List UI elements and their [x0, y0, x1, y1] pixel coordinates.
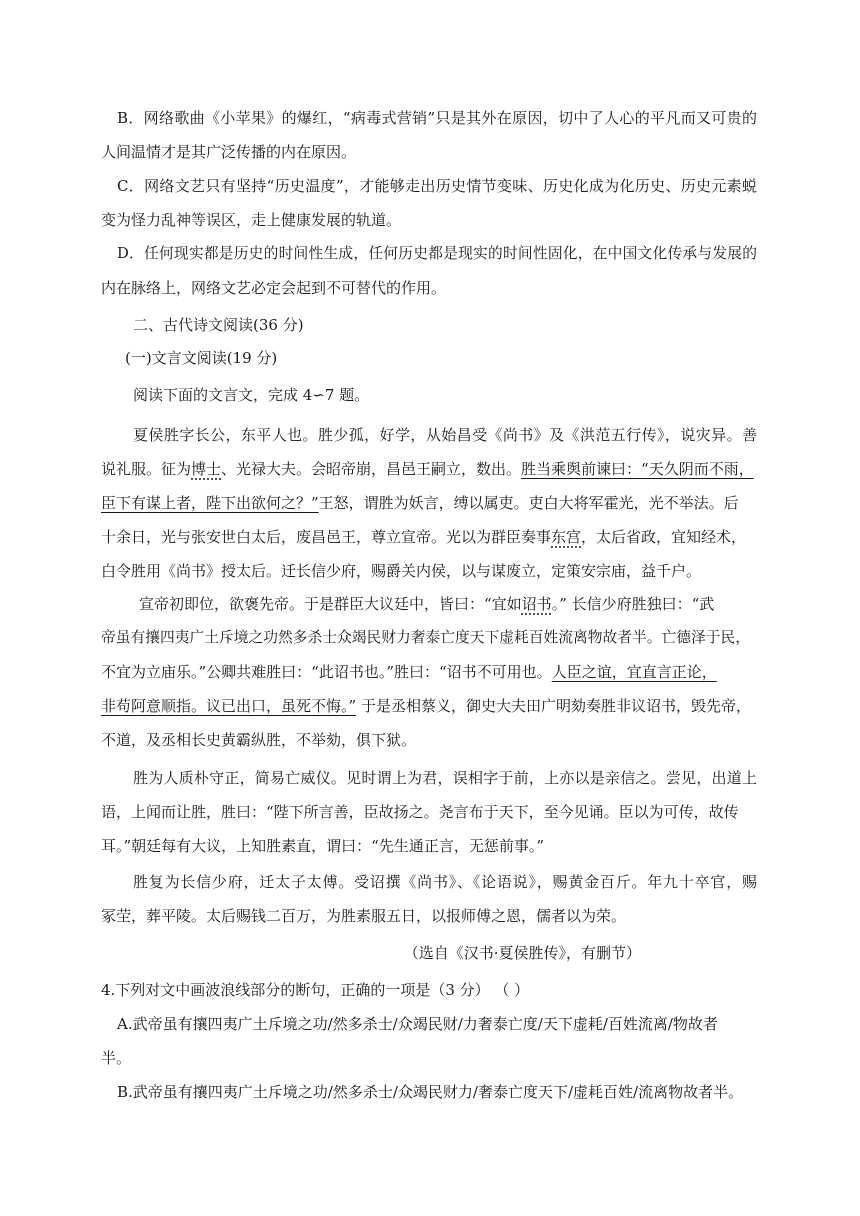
passage-line: 胜复为长信少府，迁太子太傅。受诏撰《尚书》、《论语说》，赐黄金百斤。年九十卒官，赐: [133, 873, 757, 891]
passage-line: 臣下有谋上者，陛下出欲何之？”王怒，谓胜为妖言，缚以属吏。吏白大将军霍光，光不举法。后: [101, 494, 739, 512]
wavy-underlined-passage: 帝虽有攘四夷广土斥境之功然多杀士众竭民财力奢泰亡度天下虚耗百姓流离物故者半。亡德泽于民，: [101, 629, 750, 646]
source-citation: （选自《汉书·夏侯胜传》，有删节）: [403, 944, 641, 962]
option-b-line-2: 人间温情才是其广泛传播的内在原因。: [101, 143, 357, 161]
question-4-option-a-line-2: 半。: [101, 1049, 132, 1067]
question-4: 4.下列对文中画波浪线部分的断句，正确的一项是（3 分） （ ）: [101, 981, 530, 999]
passage-line: 冢茔，葬平陵。太后赐钱二百万，为胜素服五日，以报师傅之恩，儒者以为荣。: [101, 907, 627, 925]
underlined-sentence: 非苟阿意顺指。议已出口，虽死不悔。”: [101, 697, 357, 715]
dotted-word: 诏书: [521, 595, 552, 613]
passage-line: 夏侯胜字长公，东平人也。胜少孤，好学，从始昌受《尚书》及《洪范五行传》，说灾异。善: [133, 426, 757, 444]
passage-line: 不道，及丞相长史黄霸纵胜，不举劾，俱下狱。: [101, 731, 417, 749]
passage-line: 说礼服。征为博士、光禄大夫。会昭帝崩，昌邑王嗣立，数出。胜当乘舆前谏曰：“天久阴而不雨，: [101, 460, 754, 478]
option-b-line-1: B．网络歌曲《小苹果》的爆红，“病毒式营销”只是其外在原因，切中了人心的平凡而又可贵的: [117, 109, 757, 127]
passage-line: 宣帝初即位，欲褒先帝。于是群臣大议廷中，皆曰：“宜如诏书。” 长信少府胜独曰：“武: [139, 595, 715, 613]
passage-line: 白令胜用《尚书》授太后。迁长信少府，赐爵关内侯，以与谋废立，定策安宗庙，益千户。: [101, 562, 702, 580]
dotted-word: 东宫: [551, 528, 582, 546]
instruction-text: 阅读下面的文言文，完成 4∽7 题。: [133, 386, 370, 404]
underlined-sentence: 臣下有谋上者，陛下出欲何之？”: [101, 494, 319, 512]
passage-line: 非苟阿意顺指。议已出口，虽死不悔。” 于是丞相蔡义，御史大夫田广明劾奏胜非议诏书，毁先帝，: [101, 697, 751, 715]
question-4-option-b: B.武帝虽有攘四夷广土斥境之功/然多杀士/众竭民财力/奢泰亡度天下/虚耗百姓/流离物故者半。: [117, 1083, 744, 1101]
passage-line: 耳。”朝廷每有大议，上知胜素直，谓曰：“先生通正言，无惩前事。”: [101, 837, 545, 855]
option-c-line-1: C．网络文艺只有坚持“历史温度”，才能够走出历史情节变味、历史化成为化历史、历史元素蜕: [117, 177, 757, 195]
option-c-line-2: 变为怪力乱神等误区，走上健康发展的轨道。: [101, 211, 402, 229]
underlined-sentence: 胜当乘舆前谏曰：“天久阴而不雨，: [521, 460, 754, 478]
option-d-line-2: 内在脉络上，网络文艺必定会起到不可替代的作用。: [101, 279, 447, 297]
underlined-sentence: 人臣之谊，宜直言正论，: [551, 663, 717, 681]
dotted-word: 博士: [191, 460, 222, 478]
passage-line: 胜为人质朴守正，简易亡威仪。见时谓上为君，误相字于前，上亦以是亲信之。尝见，出道上: [133, 769, 757, 787]
option-d-line-1: D．任何现实都是历史的时间性生成，任何历史都是现实的时间性固化，在中国文化传承与发展的: [117, 245, 757, 262]
passage-line: 十余日，光与张安世白太后，废昌邑王，尊立宣帝。光以为群臣奏事东宫，太后省政，宜知经术，: [101, 528, 747, 546]
passage-line: 语，上闻而让胜，胜曰：“陛下所言善，臣故扬之。尧言布于天下，至今见诵。臣以为可传，故传: [101, 803, 739, 821]
section-heading: 二、古代诗文阅读(36 分): [133, 316, 304, 334]
subsection-heading: (一)文言文阅读(19 分): [125, 349, 278, 367]
passage-line: 不宜为立庙乐。”公卿共难胜曰：“此诏书也。”胜曰：“诏书不可用也。人臣之谊，宜直言正论，: [101, 663, 717, 681]
question-4-option-a-line-1: A.武帝虽有攘四夷广土斥境之功/然多杀士/众竭民财/力奢泰亡度/天下虚耗/百姓流离/物故者: [117, 1015, 718, 1033]
